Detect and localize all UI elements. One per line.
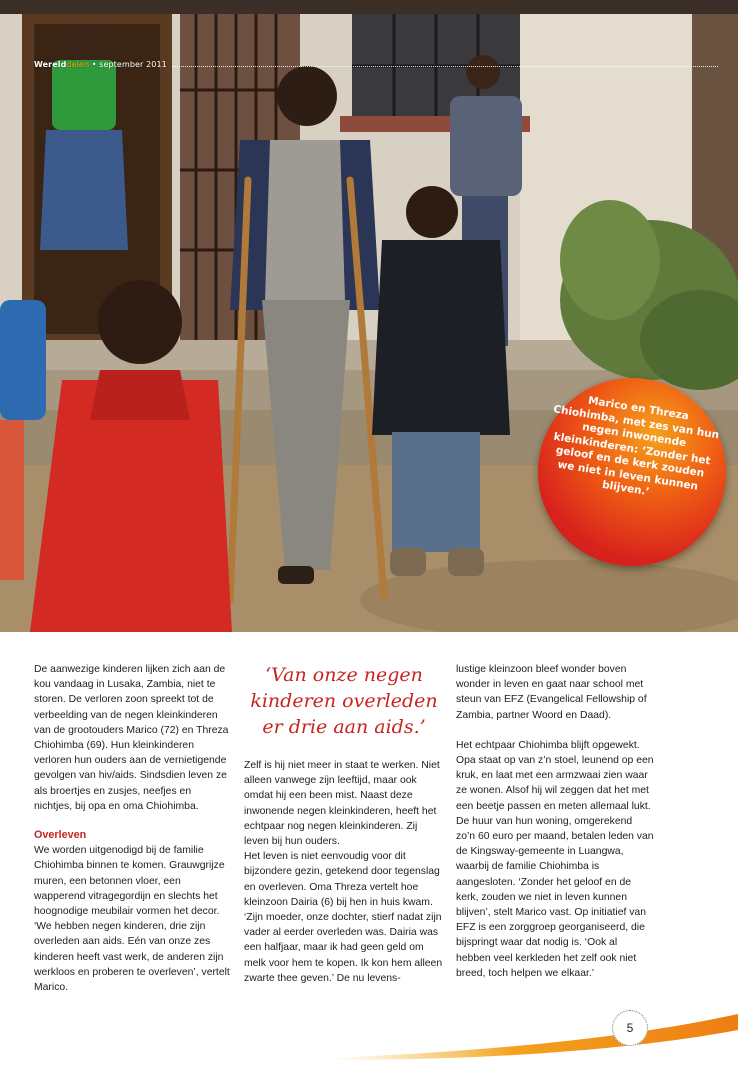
masthead-date: • september 2011 [89, 60, 167, 69]
masthead-brand-bold: Wereld [34, 60, 67, 69]
page-number: 5 [612, 1010, 648, 1046]
intro-paragraph: De aanwezige kinderen lijken zich aan de kou vandaag in Lusaka, Zambia, niet te storen. De verloren zoon spreekt tot de verbeelding van de negen kleinkinderen van de grootouders Marico (72) en Threza Chiohimba (69). Hun kleinkinderen verloren hun ouders aan de vernietigende gevolgen van hiv/aids. Sindsdien leven ze als broertjes en zusjes, neefjes en nichtjes, bij opa en oma Chiohimba. [34, 664, 229, 812]
masthead [34, 60, 167, 69]
masthead-brand-light: delen [66, 60, 90, 69]
column-3-paragraph-2: Het echtpaar Chiohimba blijft opgewekt. Opa staat op van z’n stoel, leunend op een kruk, en laat met een armzwaai zien waar ze wonen. Alsof hij wil zeggen dat het met een beetje passen en meten allemaal lukt. De huur van hun woning, omgerekend zo’n 60 euro per maand, betalen leden van de Kingsway-gemeente in Luangwa, waarbij de familie Chiohimba is aangesloten. ‘Zonder het geloof en de kerk, zouden we niet in leven kunnen blijven’, stelt Marico vast. Op initiatief van EFZ is een zorggroep georganiseerd, die bijspringt waar dat nodig is. ‘Ook al hebben veel kerkleden het zelf ook niet breed, toch helpen we elkaar.’ [456, 739, 654, 979]
column-1 [34, 662, 232, 995]
column-2-paragraph-2: Het leven is niet eenvoudig voor dit bijzondere gezin, getekend door tegenslag en overleven. Oma Threza vertelt hoe kleinzoon Dairia (6) bij hen in huis kwam. ‘Zijn moeder, onze dochter, stierf nadat zijn vader al eerder overleden was. Dairia was een halfjaar, maar ik had geen geld om melk voor hem te kopen. Ik kon hem alleen zwarte thee geven.’ De nu levens- [244, 851, 443, 984]
section-heading: Overleven [34, 829, 87, 842]
column-3 [456, 662, 654, 981]
section-paragraph: We worden uitgenodigd bij de familie Chiohimba binnen te komen. Grauwgrijze muren, een betonnen vloer, een wapperend vitragegordijn en slechts het hoognodige meubilair vormen het decor. ‘We hebben negen kinderen, drie zijn overleden aan aids. Eén van onze zes kinderen heeft vast werk, de anderen zijn werkloos en proberen te overleven’, vertelt Marico. [34, 845, 230, 994]
column-3-paragraph-1: lustige kleinzoon bleef wonder boven wonder in leven en gaat naar school met steun van EFZ (Evangelical Fellowship of Zambia, partner Woord en Daad). [456, 664, 647, 721]
column-2 [244, 758, 444, 986]
paragraph-gap [456, 723, 654, 738]
photo-caption: Marico en Threza Chiohimba, met zes van hun negen inwonende kleinkinderen: ‘Zonder het geloof en de kerk zouden we niet in leven kunnen blijven.’ [552, 394, 721, 499]
pull-quote: ‘Van onze negen kinderen overleden er drie aan aids.’ [250, 664, 438, 738]
column-2-paragraph-1: Zelf is hij niet meer in staat te werken. Niet alleen vanwege zijn leeftijd, maar ook omdat hij een been mist. Naast deze inwonende negen kleinkinderen, heeft het echtpaar nog negen kleinkinderen. Zij leven bij hun ouders. [244, 760, 440, 848]
masthead-rule [172, 66, 718, 67]
